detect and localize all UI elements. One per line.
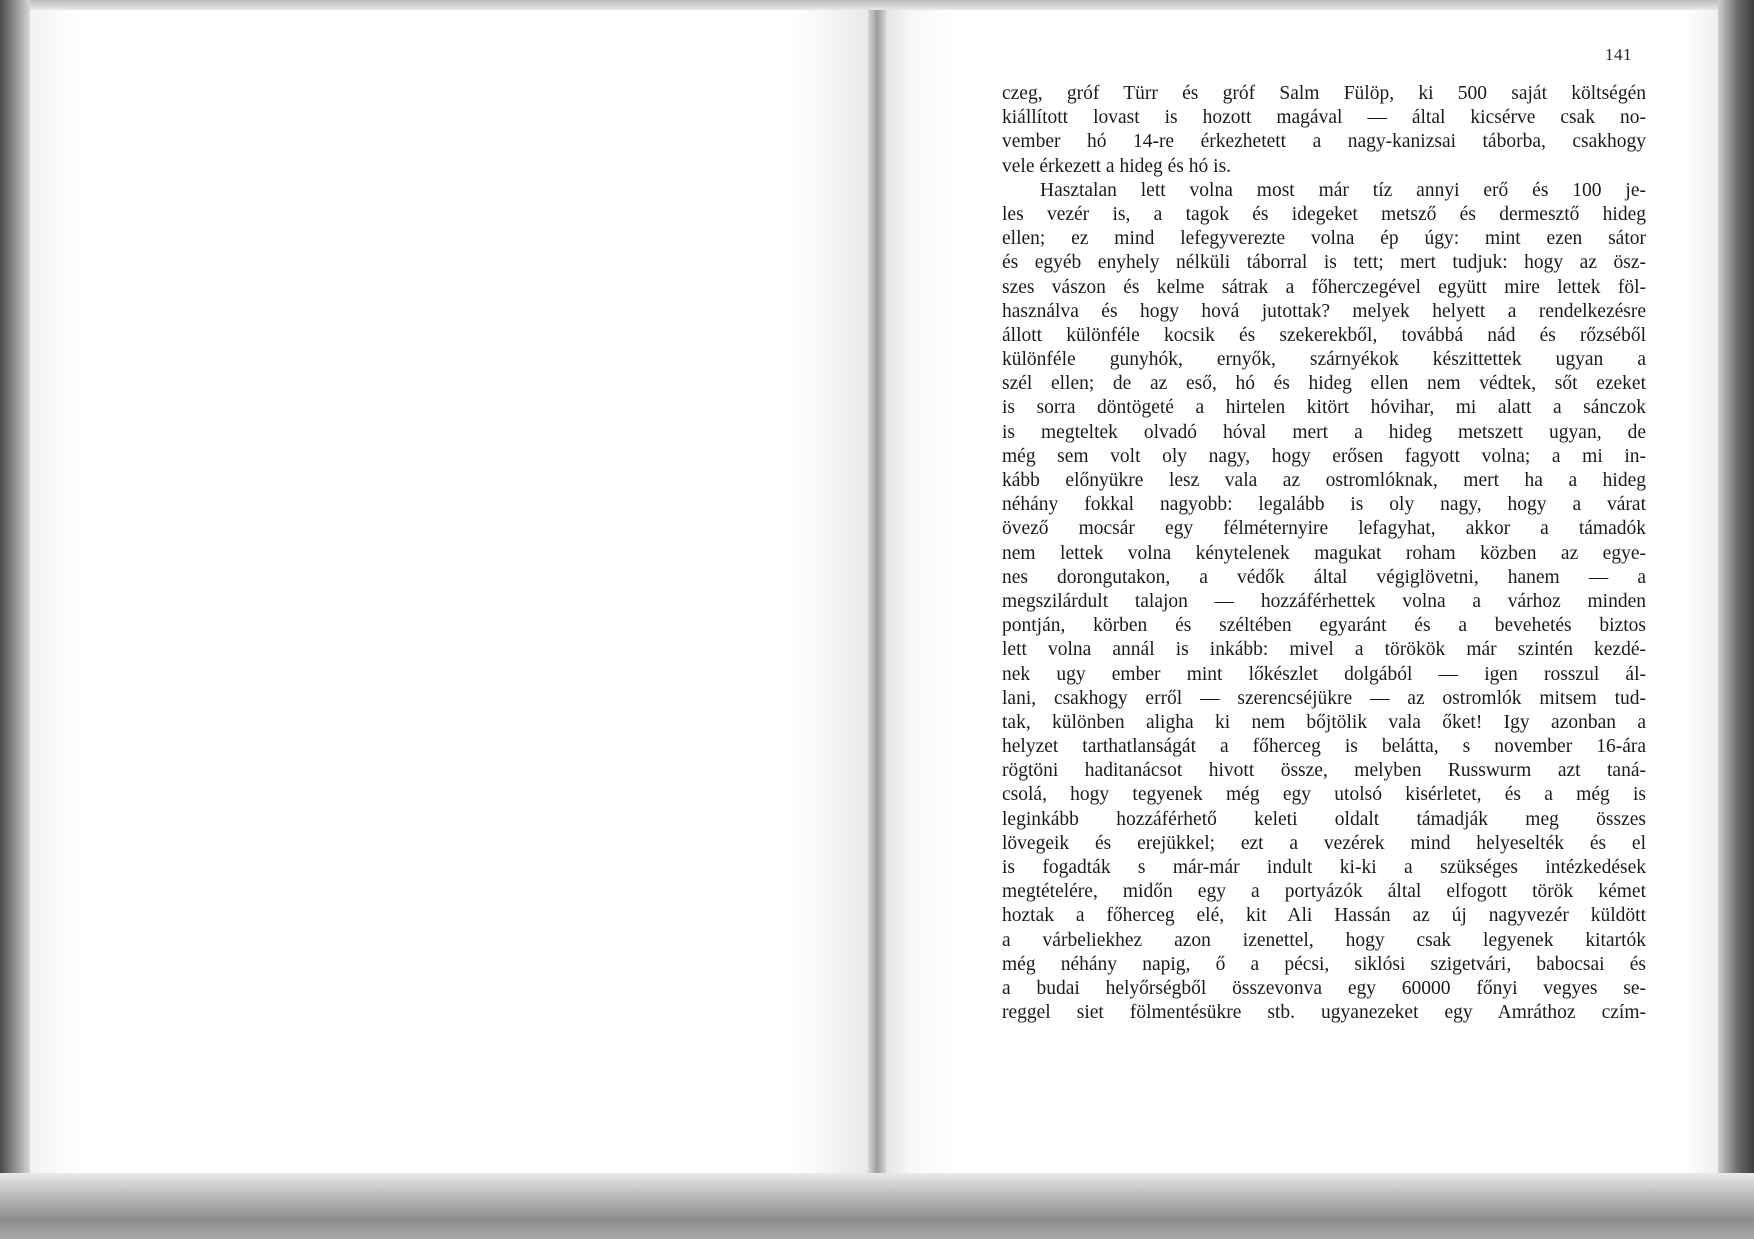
text-line: megszilárdult talajon — hozzáférhettek volna a várhoz minden xyxy=(1002,590,1646,612)
text-line: is megteltek olvadó hóval mert a hideg metszett ugyan, de xyxy=(1002,421,1646,443)
text-line: használva és hogy hová jutottak? melyek helyett a rendelkezésre xyxy=(1002,300,1646,322)
text-line: vember hó 14-re érkezhetett a nagy-kanizsai táborba, csakhogy xyxy=(1002,131,1646,153)
text-line: lani, csakhogy erről — szerencséjükre — az ostromlók mitsem tud- xyxy=(1002,687,1646,709)
text-line: csolá, hogy tegyenek még egy utolsó kisérletet, és a még is xyxy=(1002,784,1646,806)
text-line: különféle gunyhók, ernyők, szárnyékok készittettek ugyan a xyxy=(1002,349,1646,371)
scan-edge-bottom xyxy=(0,1173,1754,1239)
text-line: szél ellen; de az eső, hó és hideg ellen nem védtek, sőt ezeket xyxy=(1002,373,1646,395)
text-line: és egyéb enyhely nélküli táborral is tett; mert tudjuk: hogy az ösz- xyxy=(1002,252,1646,274)
left-page-blank xyxy=(30,10,876,1173)
text-line: leginkább hozzáférhető keleti oldalt támadják meg összes xyxy=(1002,808,1646,830)
text-line: helyzet tarthatlanságát a főherceg is belátta, s november 16-ára xyxy=(1002,736,1646,758)
text-line: les vezér is, a tagok és idegeket metsző és dermesztő hideg xyxy=(1002,203,1646,225)
text-line: még sem volt oly nagy, hogy erősen fagyott volna; a mi in- xyxy=(1002,445,1646,467)
text-line: nek ugy ember mint lőkészlet dolgából — igen rosszul ál- xyxy=(1002,663,1646,685)
text-line: ellen; ez mind lefegyverezte volna ép úgy: mint ezen sátor xyxy=(1002,228,1646,250)
text-line: nem lettek volna kénytelenek magukat roham közben az egye- xyxy=(1002,542,1646,564)
text-line: néhány fokkal nagyobb: legalább is oly nagy, hogy a várat xyxy=(1002,494,1646,516)
text-line: hoztak a főherceg elé, kit Ali Hassán az új nagyvezér küldött xyxy=(1002,905,1646,927)
text-line: nes dorongutakon, a védők által végiglövetni, hanem — a xyxy=(1002,566,1646,588)
scan-edge-right xyxy=(1718,0,1754,1239)
text-line: lett volna annál is inkább: mivel a törökök már szintén kezdé- xyxy=(1002,639,1646,661)
text-line: reggel siet fölmentésükre stb. ugyanezeket egy Amráthoz czím- xyxy=(1002,1002,1646,1024)
scan-edge-left xyxy=(0,0,30,1239)
text-line: lövegeik és erejükkel; ezt a vezérek mind helyeselték és el xyxy=(1002,832,1646,854)
text-line: czeg, gróf Türr és gróf Salm Fülöp, ki 500 saját költségén xyxy=(1002,83,1646,104)
text-line: vele érkezett a hideg és hó is. xyxy=(1002,155,1232,177)
text-line: állott különféle kocsik és szekerekből, továbbá nád és rőzséből xyxy=(1002,324,1646,346)
text-line: övező mocsár egy félméternyire lefagyhat, akkor a támadók xyxy=(1002,518,1646,540)
book-gutter xyxy=(868,10,886,1173)
text-line: Hasztalan lett volna most már tíz annyi erő és 100 je- xyxy=(1040,179,1646,201)
text-line: is fogadták s már-már indult ki-ki a szükséges intézkedések xyxy=(1002,857,1646,878)
text-line: tak, különben aligha ki nem bőjtölik vala őket! Igy azonban a xyxy=(1002,711,1646,733)
text-line: is sorra döntögeté a hirtelen kitört hóvihar, mi alatt a sánczok xyxy=(1002,397,1646,419)
text-line: pontján, körben és széltében egyaránt és a bevehetés biztos xyxy=(1002,615,1646,637)
body-text xyxy=(1002,82,1646,1025)
text-line: szes vászon és kelme sátrak a főherczegével együtt mire lettek föl- xyxy=(1002,276,1646,298)
text-line: rögtöni haditanácsot hivott össze, melyben Russwurm azt taná- xyxy=(1002,760,1646,782)
text-line: kább előnyükre lesz vala az ostromlóknak, mert ha a hideg xyxy=(1002,470,1646,491)
page-number: 141 xyxy=(1605,45,1632,64)
text-line: még néhány napig, ő a pécsi, siklósi szigetvári, babocsai és xyxy=(1002,953,1646,975)
text-line: a budai helyőrségből összevonva egy 60000 főnyi vegyes se- xyxy=(1002,977,1646,999)
text-line: kiállított lovast is hozott magával — által kicsérve csak no- xyxy=(1002,107,1646,129)
text-line: megtételére, midőn egy a portyázók által elfogott török kémet xyxy=(1002,881,1646,903)
text-line: a várbeliekhez azon izenettel, hogy csak legyenek kitartók xyxy=(1002,929,1646,951)
